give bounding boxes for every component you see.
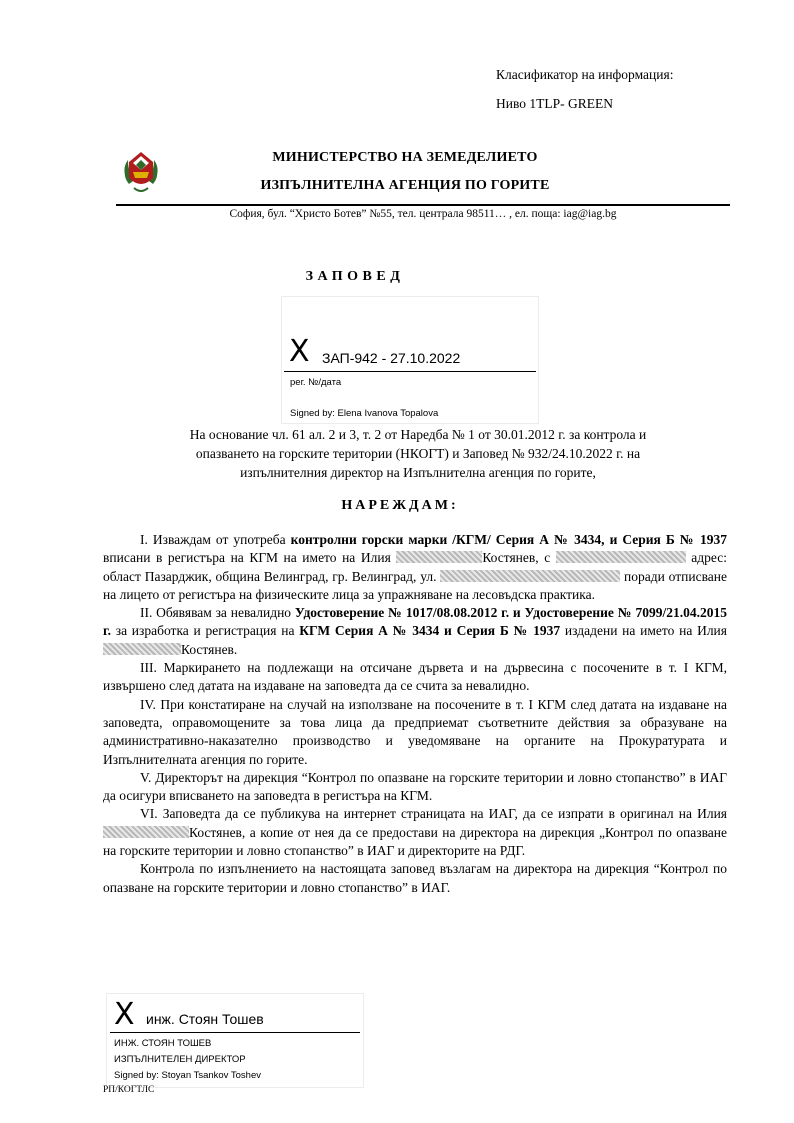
preamble-line: На основание чл. 61 ал. 2 и 3, т. 2 от Наредба № 1 от 30.01.2012 г. за контрола и xyxy=(189,427,647,442)
registration-label: рег. №/дата xyxy=(290,377,342,388)
header-divider xyxy=(116,204,730,206)
redacted-text xyxy=(103,826,189,838)
point-2: II. Обявявам за невалидно Удостоверение № 1017/08.08.2012 г. и Удостоверение № 7099/21.04.2015 г. за изработка и регистрация на КГМ Серия А № 3434 и Серия Б № 1937 издадени на името на Илия Костянев. xyxy=(103,605,727,657)
agency-name: ИЗПЪЛНИТЕЛНА АГЕНЦИЯ ПО ГОРИТЕ xyxy=(260,178,550,193)
preamble-line: изпълнителния директор на Изпълнителна агенция по горите, xyxy=(240,465,596,480)
classification-level: Ниво 1TLP- GREEN xyxy=(496,96,613,111)
agency-address: София, бул. “Христо Ботев” №55, тел. централа 98511… , ел. поща: iag@iag.bg xyxy=(229,208,617,220)
order-body xyxy=(103,531,727,897)
preamble xyxy=(138,425,698,482)
ministry-name: МИНИСТЕРСТВО НА ЗЕМЕДЕЛИЕТО xyxy=(272,150,538,165)
redacted-text xyxy=(396,551,482,563)
point-5: V. Директорът на дирекция “Контрол по опазване на горските територии и ловно стопанство” в ИАГ да осигури вписването на заповедта в регистъра на КГМ. xyxy=(103,769,727,804)
point-6: VI. Заповедта да се публикува на интернет страницата на ИАГ, да се изпрати в оригинал на Илия Костянев, а копие от нея да се предостави на директора на дирекция „Контрол по опазване на горските територии и ловно стопанство” в ИАГ и директорите на РДГ. xyxy=(103,806,727,859)
director-signature-mark: X xyxy=(114,997,135,1032)
redacted-text xyxy=(103,643,181,655)
director-signed-by: Signed by: Stoyan Tsankov Toshev xyxy=(114,1070,261,1081)
director-name: ИНЖ. СТОЯН ТОШЕВ xyxy=(114,1038,212,1049)
order-title: ЗАПОВЕД xyxy=(305,269,405,284)
director-position: ИЗПЪЛНИТЕЛЕН ДИРЕКТОР xyxy=(114,1054,246,1065)
director-signed-name: инж. Стоян Тошев xyxy=(146,1011,264,1027)
registration-number: ЗАП-942 - 27.10.2022 xyxy=(322,350,461,366)
document-code: РП/КОГТЛС xyxy=(103,1085,155,1095)
execution-control: Контрола по изпълнението на настоящата заповед възлагам на директора на дирекция “Контрол по опазване на горските територии и ловно стопанство” в ИАГ. xyxy=(103,861,727,895)
decree-heading: НАРЕЖДАМ: xyxy=(341,498,459,513)
agency-emblem-icon xyxy=(120,148,162,196)
registration-signed-by: Signed by: Elena Ivanova Topalova xyxy=(290,408,439,419)
classification-label: Класификатор на информация: xyxy=(496,67,674,82)
director-signature-line xyxy=(110,1032,360,1033)
point-4: IV. При констатиране на случай на използване на посочените в т. I КГМ след датата на издаване на заповедта, оправомощените за това лица да предприемат съответните действия за образуване на административно-наказателно производство и уведомяване на органите на Прокуратурата и Изпълнителната агенция по горите. xyxy=(103,696,727,767)
registration-line xyxy=(284,371,536,372)
redacted-text xyxy=(556,551,686,563)
signature-mark: X xyxy=(289,334,310,369)
point-1: I. Изваждам от употреба контролни горски марки /КГМ/ Серия А № 3434, и Серия Б № 1937 вписани в регистъра на КГМ на името на Илия Костянев, с адрес: област Пазарджик, община Велинград, гр. Велинград, ул. поради отписване на лицето от регистъра на физическите лица за упражняване на лесовъдска практика. xyxy=(103,532,727,602)
redacted-text xyxy=(440,570,620,582)
point-3: III. Маркирането на подлежащи на отсичане дървета и на дървесина с посочените в т. I КГМ, извършено след датата на издаване на заповедта да се счита за невалидно. xyxy=(103,660,727,694)
preamble-line: опазването на горските територии (НКОГТ) и Заповед № 932/24.10.2022 г. на xyxy=(195,446,641,461)
